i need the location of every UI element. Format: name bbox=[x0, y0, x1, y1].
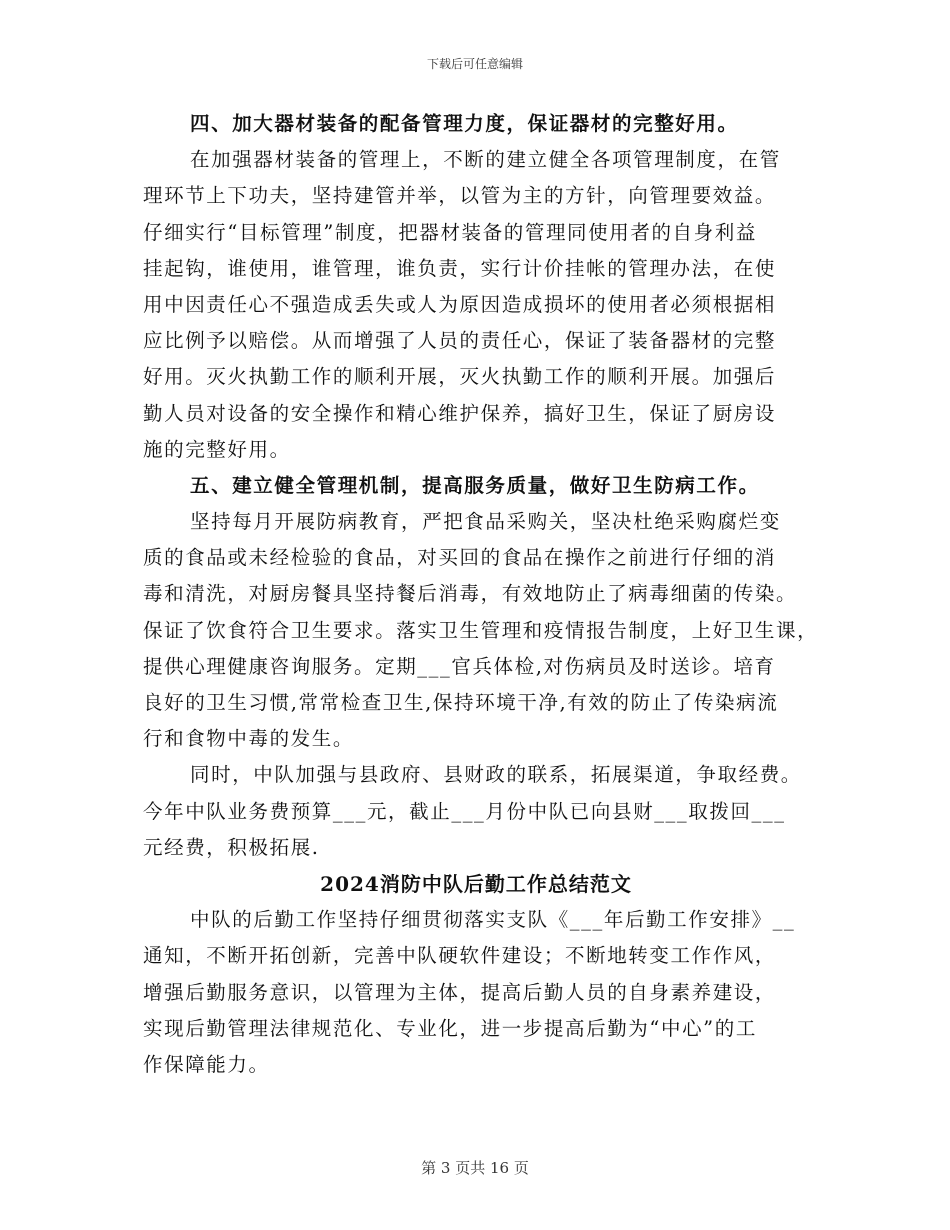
document-body bbox=[143, 106, 819, 1083]
page-header: 下载后可任意编辑 bbox=[426, 57, 523, 71]
text-line: 用中因责任心不强造成丢失或人为原因造成损坏的使用者必须根据相 bbox=[143, 292, 777, 316]
text-line: 质的食品或未经检验的食品，对买回的食品在操作之前进行仔细的消 bbox=[143, 546, 777, 570]
text-line: 理环节上下功夫，坚持建管并举，以管为主的方针，向管理要效益。 bbox=[143, 184, 777, 208]
text-line: 在加强器材装备的管理上，不断的建立健全各项管理制度，在管 bbox=[190, 148, 781, 172]
text-line: 同时，中队加强与县政府、县财政的联系，拓展渠道，争取经费。 bbox=[190, 763, 802, 787]
text-line: 实现后勤管理法律规范化、专业化，进一步提高后勤为“中心”的工 bbox=[143, 1016, 757, 1040]
text-line: 挂起钩，谁使用，谁管理，谁负责，实行计价挂帐的管理办法，在使 bbox=[143, 256, 777, 280]
text-line: 勤人员对设备的安全操作和精心维护保养，搞好卫生，保证了厨房设 bbox=[143, 401, 777, 425]
text-line: 中队的后勤工作坚持仔细贯彻落实支队《___年后勤工作安排》__ bbox=[190, 908, 796, 932]
text-line: 毒和清洗，对厨房餐具坚持餐后消毒，有效地防止了病毒细菌的传染。 bbox=[143, 582, 798, 606]
section-heading-4: 四、加大器材装备的配备管理力度，保证器材的完整好用。 bbox=[190, 112, 739, 135]
section-heading-5: 五、建立健全管理机制，提高服务质量，做好卫生防病工作。 bbox=[190, 473, 760, 497]
text-line: 作保障能力。 bbox=[143, 1052, 270, 1076]
document-title: 2024消防中队后勤工作总结范文 bbox=[320, 871, 632, 896]
page-footer: 第 3 页共 16 页 bbox=[421, 1159, 529, 1177]
text-line: 施的完整好用。 bbox=[143, 437, 291, 461]
text-line: 好用。灭火执勤工作的顺利开展，灭火执勤工作的顺利开展。加强后 bbox=[143, 365, 777, 389]
text-line: 通知，不断开拓创新，完善中队硬软件建设；不断地转变工作作风， bbox=[143, 944, 777, 968]
text-line: 应比例予以赔偿。从而增强了人员的责任心，保证了装备器材的完整 bbox=[143, 329, 777, 353]
text-line: 元经费，积极拓展. bbox=[143, 835, 320, 859]
text-line: 良好的卫生习惯,常常检查卫生,保持环境干净,有效的防止了传染病流 bbox=[143, 691, 779, 714]
text-line: 仔细实行“目标管理”制度，把器材装备的管理同使用者的自身利益 bbox=[143, 220, 757, 244]
text-line: 坚持每月开展防病教育，严把食品采购关，坚决杜绝采购腐烂变 bbox=[190, 510, 781, 534]
text-line: 保证了饮食符合卫生要求。落实卫生管理和疫情报告制度，上好卫生课， bbox=[143, 618, 819, 642]
text-line: 今年中队业务费预算___元，截止___月份中队已向县财___取拨回___ bbox=[143, 799, 786, 823]
text-line: 提供心理健康咨询服务。定期___官兵体检,对伤病员及时送诊。培育 bbox=[143, 654, 776, 678]
text-line: 增强后勤服务意识，以管理为主体，提高后勤人员的自身素养建设， bbox=[143, 980, 777, 1004]
text-line: 行和食物中毒的发生。 bbox=[143, 727, 355, 751]
